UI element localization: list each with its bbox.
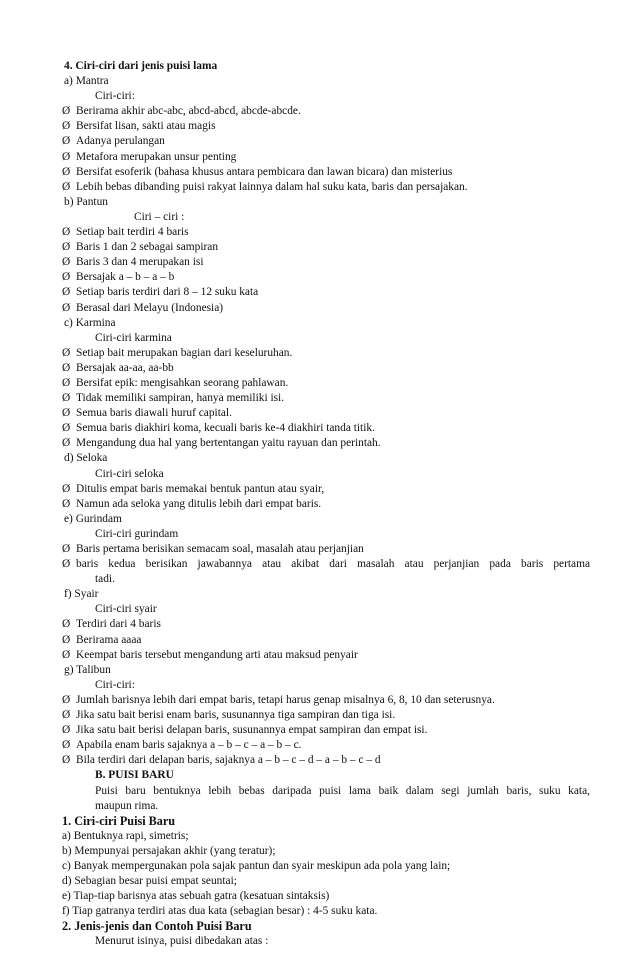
text-line: d) Sebagian besar puisi empat seuntai;: [62, 875, 237, 888]
bullet-item: [62, 165, 590, 180]
bullet-text: Baris pertama berisikan semacam soal, masalah atau perjanjian: [76, 543, 364, 555]
bullet-item: [62, 270, 590, 285]
text-line: Ciri-ciri:: [95, 90, 135, 103]
bullet-icon: Ø: [62, 543, 71, 555]
text-line: Ciri-ciri karmina: [95, 331, 172, 344]
bullet-text: Berirama akhir abc-abc, abcd-abcd, abcde-abcde.: [76, 105, 301, 118]
text-line: c) Karmina: [64, 316, 116, 329]
bullet-text: Adanya perulangan: [76, 135, 165, 148]
bullet-item: [62, 285, 590, 300]
bullet-icon: Ø: [62, 361, 71, 374]
bullet-item: [62, 225, 590, 240]
bullet-text: Bersifat esoferik (bahasa khusus antara pembicara dan lawan bicara) dan misterius: [76, 165, 453, 178]
bullet-text: Lebih bebas dibanding puisi rakyat lainnya dalam hal suku kata, baris dan persajakan.: [76, 180, 468, 193]
bullet-icon: Ø: [62, 392, 71, 405]
bullet-text: Tidak memiliki sampiran, hanya memiliki isi.: [76, 392, 285, 405]
text-line: Ciri-ciri syair: [95, 603, 157, 616]
text-line: Ciri – ciri :: [134, 210, 185, 223]
bullet-icon: Ø: [62, 346, 71, 359]
bullet-icon: Ø: [62, 422, 71, 435]
bullet-icon: Ø: [62, 180, 71, 193]
bullet-item: [62, 617, 590, 632]
bullet-icon: Ø: [62, 376, 71, 389]
bullet-item: [62, 391, 590, 406]
text-line: Menurut isinya, puisi dibedakan atas :: [95, 935, 269, 948]
text-line: d) Seloka: [64, 452, 108, 465]
bullet-text: Setiap bait merupakan bagian dari keseluruhan.: [76, 346, 293, 359]
bullet-text: Jika satu bait berisi enam baris, susunannya tiga sampiran dan tiga isi.: [76, 709, 396, 722]
bullet-item: [62, 497, 590, 512]
bullet-item: [62, 104, 590, 119]
document-page: [62, 59, 590, 950]
bullet-text: Bila terdiri dari delapan baris, sajaknya a – b – c – d – a – b – c – d: [76, 754, 381, 767]
bullet-text: Berirama aaaa: [76, 633, 142, 646]
bullet-item: [62, 255, 590, 270]
bullet-icon: Ø: [62, 558, 71, 571]
section-heading: 4. Ciri-ciri dari jenis puisi lama: [64, 60, 218, 72]
bullet-icon: Ø: [62, 739, 71, 752]
bullet-icon: Ø: [62, 709, 71, 722]
text-line: c) Banyak mempergunakan pola sajak pantun dan syair meskipun ada pola yang lain;: [62, 859, 451, 872]
bullet-icon: Ø: [62, 120, 71, 133]
bullet-text: Semua baris diawali huruf capital.: [76, 407, 232, 420]
text-line: Puisi baru bentuknya lebih bebas daripada puisi lama baik dalam segi jumlah baris, suku kata,: [95, 784, 590, 797]
bullet-icon: Ø: [62, 407, 71, 420]
section-heading: B. PUISI BARU: [95, 769, 174, 782]
bullet-item: [62, 723, 590, 738]
bullet-text: Terdiri dari 4 baris: [76, 618, 161, 631]
bullet-icon: Ø: [62, 256, 71, 269]
text-line: f) Tiap gatranya terdiri atas dua kata (sebagian besar) : 4-5 suku kata.: [62, 905, 378, 918]
bullet-icon: Ø: [62, 648, 71, 661]
bullet-text: Metafora merupakan unsur penting: [76, 150, 237, 163]
text-line: Ciri-ciri gurindam: [95, 527, 179, 540]
bullet-item: [62, 240, 590, 255]
bullet-icon: Ø: [62, 754, 71, 767]
bullet-icon: Ø: [62, 482, 71, 495]
bullet-icon: Ø: [62, 105, 71, 118]
bullet-text: Berasal dari Melayu (Indonesia): [76, 301, 224, 314]
bullet-item: [62, 542, 590, 557]
text-line: e) Gurindam: [64, 512, 122, 525]
text-line: f) Syair: [64, 588, 99, 601]
bullet-item: [62, 693, 590, 708]
bullet-icon: Ø: [62, 271, 71, 284]
text-line: b) Pantun: [64, 195, 108, 208]
bullet-icon: Ø: [62, 135, 71, 148]
bullet-icon: Ø: [62, 241, 71, 254]
bullet-item: [62, 346, 590, 361]
bullet-icon: Ø: [62, 618, 71, 631]
bullet-text: baris kedua berisikan jawabannya atau akibat dari masalah atau perjanjian pada baris pertama: [76, 558, 590, 571]
text-line: tadi.: [95, 573, 115, 586]
section-heading: 1. Ciri-ciri Puisi Baru: [62, 813, 176, 828]
bullet-icon: Ø: [62, 301, 71, 314]
text-line: Ciri-ciri:: [95, 678, 135, 691]
bullet-item: [62, 406, 590, 421]
bullet-icon: Ø: [62, 724, 71, 737]
bullet-item: [62, 361, 590, 376]
bullet-item: [62, 421, 590, 436]
bullet-icon: Ø: [62, 497, 71, 510]
bullet-text: Bersajak a – b – a – b: [76, 271, 175, 284]
bullet-item: [62, 150, 590, 165]
bullet-text: Bersifat epik: mengisahkan seorang pahlawan.: [76, 376, 289, 389]
bullet-text: Bersifat lisan, sakti atau magis: [76, 120, 216, 133]
text-line: b) Mempunyai persajakan akhir (yang teratur);: [62, 844, 276, 857]
bullet-text: Keempat baris tersebut mengandung arti atau maksud penyair: [76, 648, 358, 661]
bullet-text: Jumlah barisnya lebih dari empat baris, tetapi harus genap misalnya 6, 8, 10 dan seterusnya.: [76, 693, 495, 706]
bullet-item: [62, 557, 590, 572]
bullet-item: [62, 119, 590, 134]
section-heading: 2. Jenis-jenis dan Contoh Puisi Baru: [62, 919, 252, 934]
bullet-icon: Ø: [62, 226, 71, 239]
bullet-item: [62, 482, 590, 497]
bullet-icon: Ø: [62, 693, 71, 706]
bullet-item: [62, 436, 590, 451]
bullet-icon: Ø: [62, 165, 71, 178]
bullet-item: [62, 134, 590, 149]
bullet-text: Ditulis empat baris memakai bentuk pantun atau syair,: [76, 482, 325, 495]
text-line: a) Mantra: [64, 75, 109, 88]
bullet-icon: Ø: [62, 437, 71, 450]
bullet-text: Apabila enam baris sajaknya a – b – c – a – b – c.: [76, 739, 302, 752]
bullet-icon: Ø: [62, 286, 71, 299]
bullet-text: Baris 1 dan 2 sebagai sampiran: [76, 241, 219, 254]
bullet-icon: Ø: [62, 633, 71, 646]
bullet-icon: Ø: [62, 150, 71, 163]
bullet-item: [62, 708, 590, 723]
bullet-text: Namun ada seloka yang ditulis lebih dari empat baris.: [76, 497, 322, 510]
bullet-text: Setiap bait terdiri 4 baris: [76, 226, 189, 239]
bullet-text: Baris 3 dan 4 merupakan isi: [76, 256, 204, 269]
bullet-item: [62, 376, 590, 391]
bullet-item: [62, 180, 590, 195]
bullet-item: [62, 301, 590, 316]
text-line: Ciri-ciri seloka: [95, 467, 164, 480]
bullet-text: Mengandung dua hal yang bertentangan yaitu rayuan dan perintah.: [76, 437, 381, 450]
bullet-text: Setiap baris terdiri dari 8 – 12 suku kata: [76, 286, 259, 299]
text-line: g) Talibun: [64, 663, 111, 676]
bullet-text: Bersajak aa-aa, aa-bb: [76, 361, 174, 374]
bullet-item: [62, 738, 590, 753]
text-line: a) Bentuknya rapi, simetris;: [62, 829, 189, 842]
bullet-text: Jika satu bait berisi delapan baris, susunannya empat sampiran dan empat isi.: [76, 724, 428, 737]
text-line: maupun rima.: [95, 799, 159, 812]
bullet-item: [62, 633, 590, 648]
bullet-item: [62, 753, 590, 768]
text-line: e) Tiap-tiap barisnya atas sebuah gatra (kesatuan sintaksis): [62, 890, 330, 903]
bullet-text: Semua baris diakhiri koma, kecuali baris ke-4 diakhiri tanda titik.: [76, 422, 375, 435]
bullet-item: [62, 648, 590, 663]
